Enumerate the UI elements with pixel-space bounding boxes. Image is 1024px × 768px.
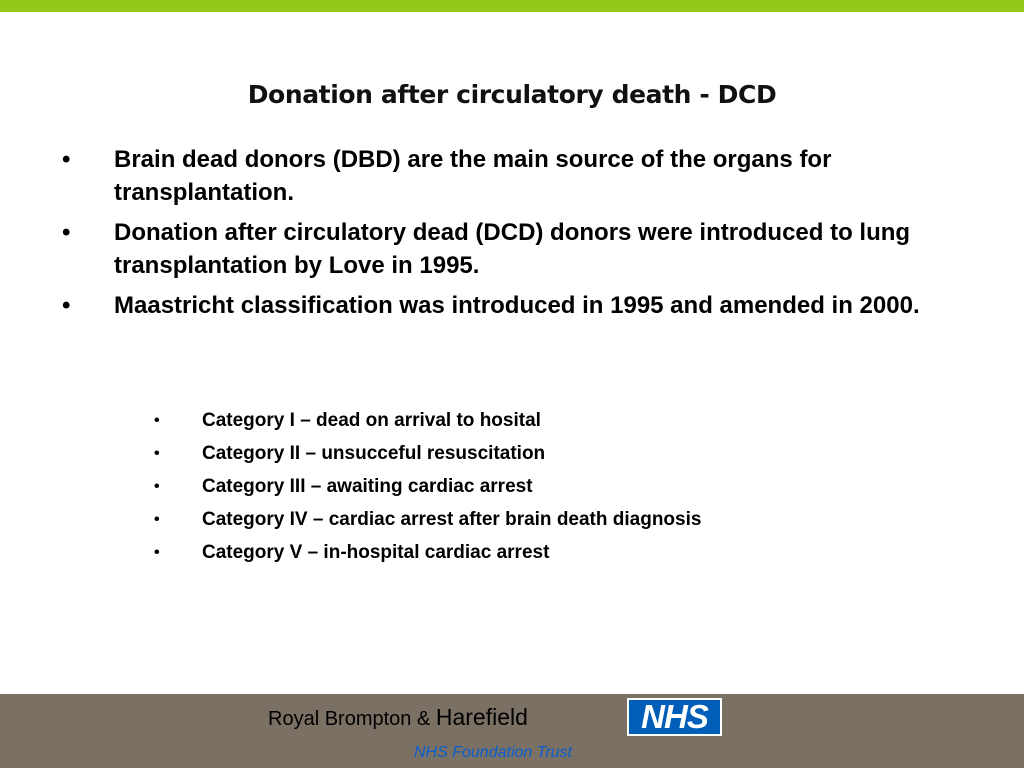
nhs-logo: NHS bbox=[627, 698, 722, 736]
main-bullet-item bbox=[60, 143, 970, 209]
main-bullet-item bbox=[60, 289, 970, 322]
main-bullet-text: Maastricht classification was introduced in 1995 and amended in 2000. bbox=[114, 292, 920, 319]
category-text: Category IV – cardiac arrest after brain death diagnosis bbox=[202, 509, 702, 530]
category-item bbox=[152, 536, 912, 569]
organisation-name bbox=[268, 704, 528, 731]
bullet-icon: • bbox=[62, 292, 71, 319]
bullet-icon: • bbox=[154, 511, 160, 528]
bullet-icon: • bbox=[62, 219, 71, 246]
bullet-icon: • bbox=[154, 544, 160, 561]
top-accent-bar bbox=[0, 0, 1024, 12]
category-item bbox=[152, 470, 912, 503]
category-text: Category V – in-hospital cardiac arrest bbox=[202, 542, 550, 563]
category-item bbox=[152, 404, 912, 437]
bullet-icon: • bbox=[154, 478, 160, 495]
slide-title: Donation after circulatory death - DCD bbox=[247, 80, 777, 109]
main-bullet-text: Donation after circulatory dead (DCD) donors were introduced to lung transplantation by Love in 1995. bbox=[114, 219, 911, 279]
category-list bbox=[152, 404, 912, 569]
category-text: Category I – dead on arrival to hosital bbox=[202, 410, 541, 431]
category-item bbox=[152, 437, 912, 470]
main-bullet-text: Brain dead donors (DBD) are the main source of the organs for transplantation. bbox=[114, 146, 832, 206]
category-item bbox=[152, 503, 912, 536]
trust-name: NHS Foundation Trust bbox=[414, 744, 572, 761]
bullet-icon: • bbox=[154, 445, 160, 462]
bullet-icon: • bbox=[62, 146, 71, 173]
main-bullet-item bbox=[60, 216, 970, 282]
organisation-name-part2: Harefield bbox=[435, 704, 528, 730]
organisation-name-part1: Royal Brompton & bbox=[268, 708, 436, 730]
main-bullet-list bbox=[60, 143, 970, 329]
category-text: Category II – unsucceful resuscitation bbox=[202, 443, 546, 464]
bullet-icon: • bbox=[154, 412, 160, 429]
category-text: Category III – awaiting cardiac arrest bbox=[202, 476, 533, 497]
